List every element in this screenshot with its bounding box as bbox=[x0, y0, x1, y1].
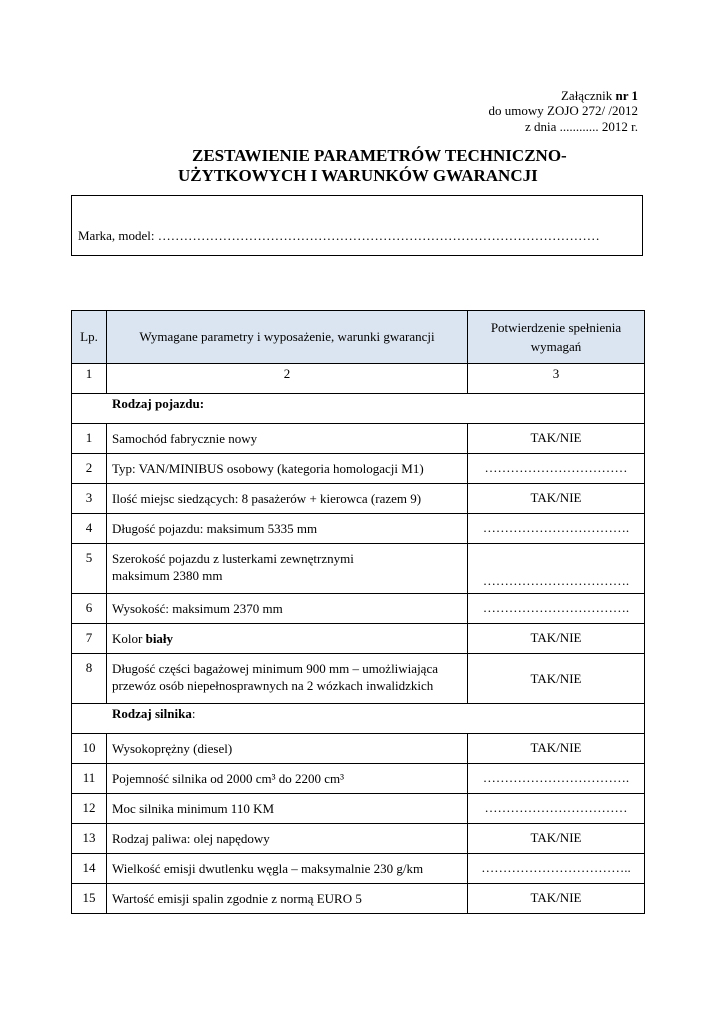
table-row bbox=[72, 424, 645, 454]
section-engine-title bbox=[72, 704, 645, 734]
row-requirement: Wysokość: maksimum 2370 mm bbox=[107, 594, 468, 624]
attachment-label bbox=[561, 88, 638, 104]
parameters-table bbox=[71, 310, 645, 914]
row-confirmation[interactable]: ……………………………. bbox=[468, 594, 645, 624]
table-row bbox=[72, 454, 645, 484]
color-label: Kolor bbox=[112, 631, 146, 646]
row-lp: 11 bbox=[72, 764, 107, 794]
table-row bbox=[72, 654, 645, 704]
row-requirement bbox=[107, 624, 468, 654]
row-lp: 8 bbox=[72, 654, 107, 704]
attachment-prefix: Załącznik bbox=[560, 88, 616, 103]
row-requirement: Moc silnika minimum 110 KM bbox=[107, 794, 468, 824]
row-lp: 6 bbox=[72, 594, 107, 624]
section-vehicle-title: Rodzaj pojazdu: bbox=[72, 394, 645, 424]
row-requirement: Długość pojazdu: maksimum 5335 mm bbox=[107, 514, 468, 544]
row-lp: 15 bbox=[72, 884, 107, 914]
row-requirement: Szerokość pojazdu z lusterkami zewnętrznymi maksimum 2380 mm bbox=[107, 544, 468, 594]
numbering-1: 1 bbox=[72, 364, 107, 394]
title-line-2: UŻYTKOWYCH I WARUNKÓW GWARANCJI bbox=[178, 166, 538, 185]
row-confirmation[interactable]: TAK/NIE bbox=[468, 884, 645, 914]
header-params: Wymagane parametry i wyposażenie, warunki gwarancji bbox=[107, 311, 468, 364]
row-requirement: Rodzaj paliwa: olej napędowy bbox=[107, 824, 468, 854]
row-confirmation[interactable]: TAK/NIE bbox=[468, 734, 645, 764]
attachment-number: nr 1 bbox=[615, 88, 638, 103]
row-confirmation[interactable]: …………………………… bbox=[468, 794, 645, 824]
row-lp: 14 bbox=[72, 854, 107, 884]
section-row-vehicle bbox=[72, 394, 645, 424]
numbering-row bbox=[72, 364, 645, 394]
table-row bbox=[72, 764, 645, 794]
numbering-2: 2 bbox=[107, 364, 468, 394]
document-title bbox=[150, 146, 610, 186]
row-confirmation[interactable]: …………………………….. bbox=[468, 854, 645, 884]
table-row bbox=[72, 734, 645, 764]
numbering-3: 3 bbox=[468, 364, 645, 394]
row-confirmation[interactable]: …………………………… bbox=[468, 454, 645, 484]
table-row bbox=[72, 484, 645, 514]
table-row bbox=[72, 824, 645, 854]
table-row bbox=[72, 594, 645, 624]
table-row bbox=[72, 854, 645, 884]
section-engine-label: Rodzaj silnika bbox=[112, 706, 192, 721]
row-lp: 12 bbox=[72, 794, 107, 824]
header-confirm: Potwierdzenie spełnienia wymagań bbox=[468, 311, 645, 364]
row-requirement: Wartość emisji spalin zgodnie z normą EURO 5 bbox=[107, 884, 468, 914]
row-lp: 13 bbox=[72, 824, 107, 854]
title-line-1: ZESTAWIENIE PARAMETRÓW TECHNICZNO- bbox=[192, 146, 567, 165]
table-row bbox=[72, 544, 645, 594]
brand-model-box[interactable] bbox=[71, 195, 643, 256]
row-confirmation[interactable]: ……………………………. bbox=[468, 544, 645, 594]
row-confirmation[interactable]: TAK/NIE bbox=[468, 424, 645, 454]
row-requirement: Wysokoprężny (diesel) bbox=[107, 734, 468, 764]
row-lp: 5 bbox=[72, 544, 107, 594]
row-lp: 10 bbox=[72, 734, 107, 764]
row-confirmation[interactable]: TAK/NIE bbox=[468, 624, 645, 654]
row-confirmation[interactable]: TAK/NIE bbox=[468, 484, 645, 514]
color-value: biały bbox=[145, 631, 174, 646]
table-row bbox=[72, 794, 645, 824]
contract-reference: do umowy ZOJO 272/ /2012 bbox=[488, 103, 638, 118]
table-header-row bbox=[72, 311, 645, 364]
row-lp: 3 bbox=[72, 484, 107, 514]
row-confirmation[interactable]: ……………………………. bbox=[468, 764, 645, 794]
section-engine-colon: : bbox=[191, 706, 196, 721]
row-confirmation[interactable]: TAK/NIE bbox=[468, 824, 645, 854]
row-lp: 4 bbox=[72, 514, 107, 544]
table-row bbox=[72, 624, 645, 654]
row-requirement: Ilość miejsc siedzących: 8 pasażerów + kierowca (razem 9) bbox=[107, 484, 468, 514]
row-requirement: Długość części bagażowej minimum 900 mm – umożliwiająca przewóz osób niepełnosprawnych na 2 wózkach inwalidzkich bbox=[107, 654, 468, 704]
row-requirement: Wielkość emisji dwutlenku węgla – maksymalnie 230 g/km bbox=[107, 854, 468, 884]
table-row bbox=[72, 514, 645, 544]
table-row bbox=[72, 884, 645, 914]
row-requirement: Typ: VAN/MINIBUS osobowy (kategoria homologacji M1) bbox=[107, 454, 468, 484]
brand-model-field: Marka, model: ………………………………………………………………………………………… bbox=[78, 228, 600, 243]
section-row-engine bbox=[72, 704, 645, 734]
row-lp: 2 bbox=[72, 454, 107, 484]
row-lp: 1 bbox=[72, 424, 107, 454]
row-lp: 7 bbox=[72, 624, 107, 654]
row-confirmation[interactable]: ……………………………. bbox=[468, 514, 645, 544]
row-confirmation[interactable]: TAK/NIE bbox=[468, 654, 645, 704]
row-requirement: Samochód fabrycznie nowy bbox=[107, 424, 468, 454]
row-requirement: Pojemność silnika od 2000 cm³ do 2200 cm³ bbox=[107, 764, 468, 794]
contract-date: z dnia ............ 2012 r. bbox=[524, 119, 638, 134]
header-lp: Lp. bbox=[72, 311, 107, 364]
